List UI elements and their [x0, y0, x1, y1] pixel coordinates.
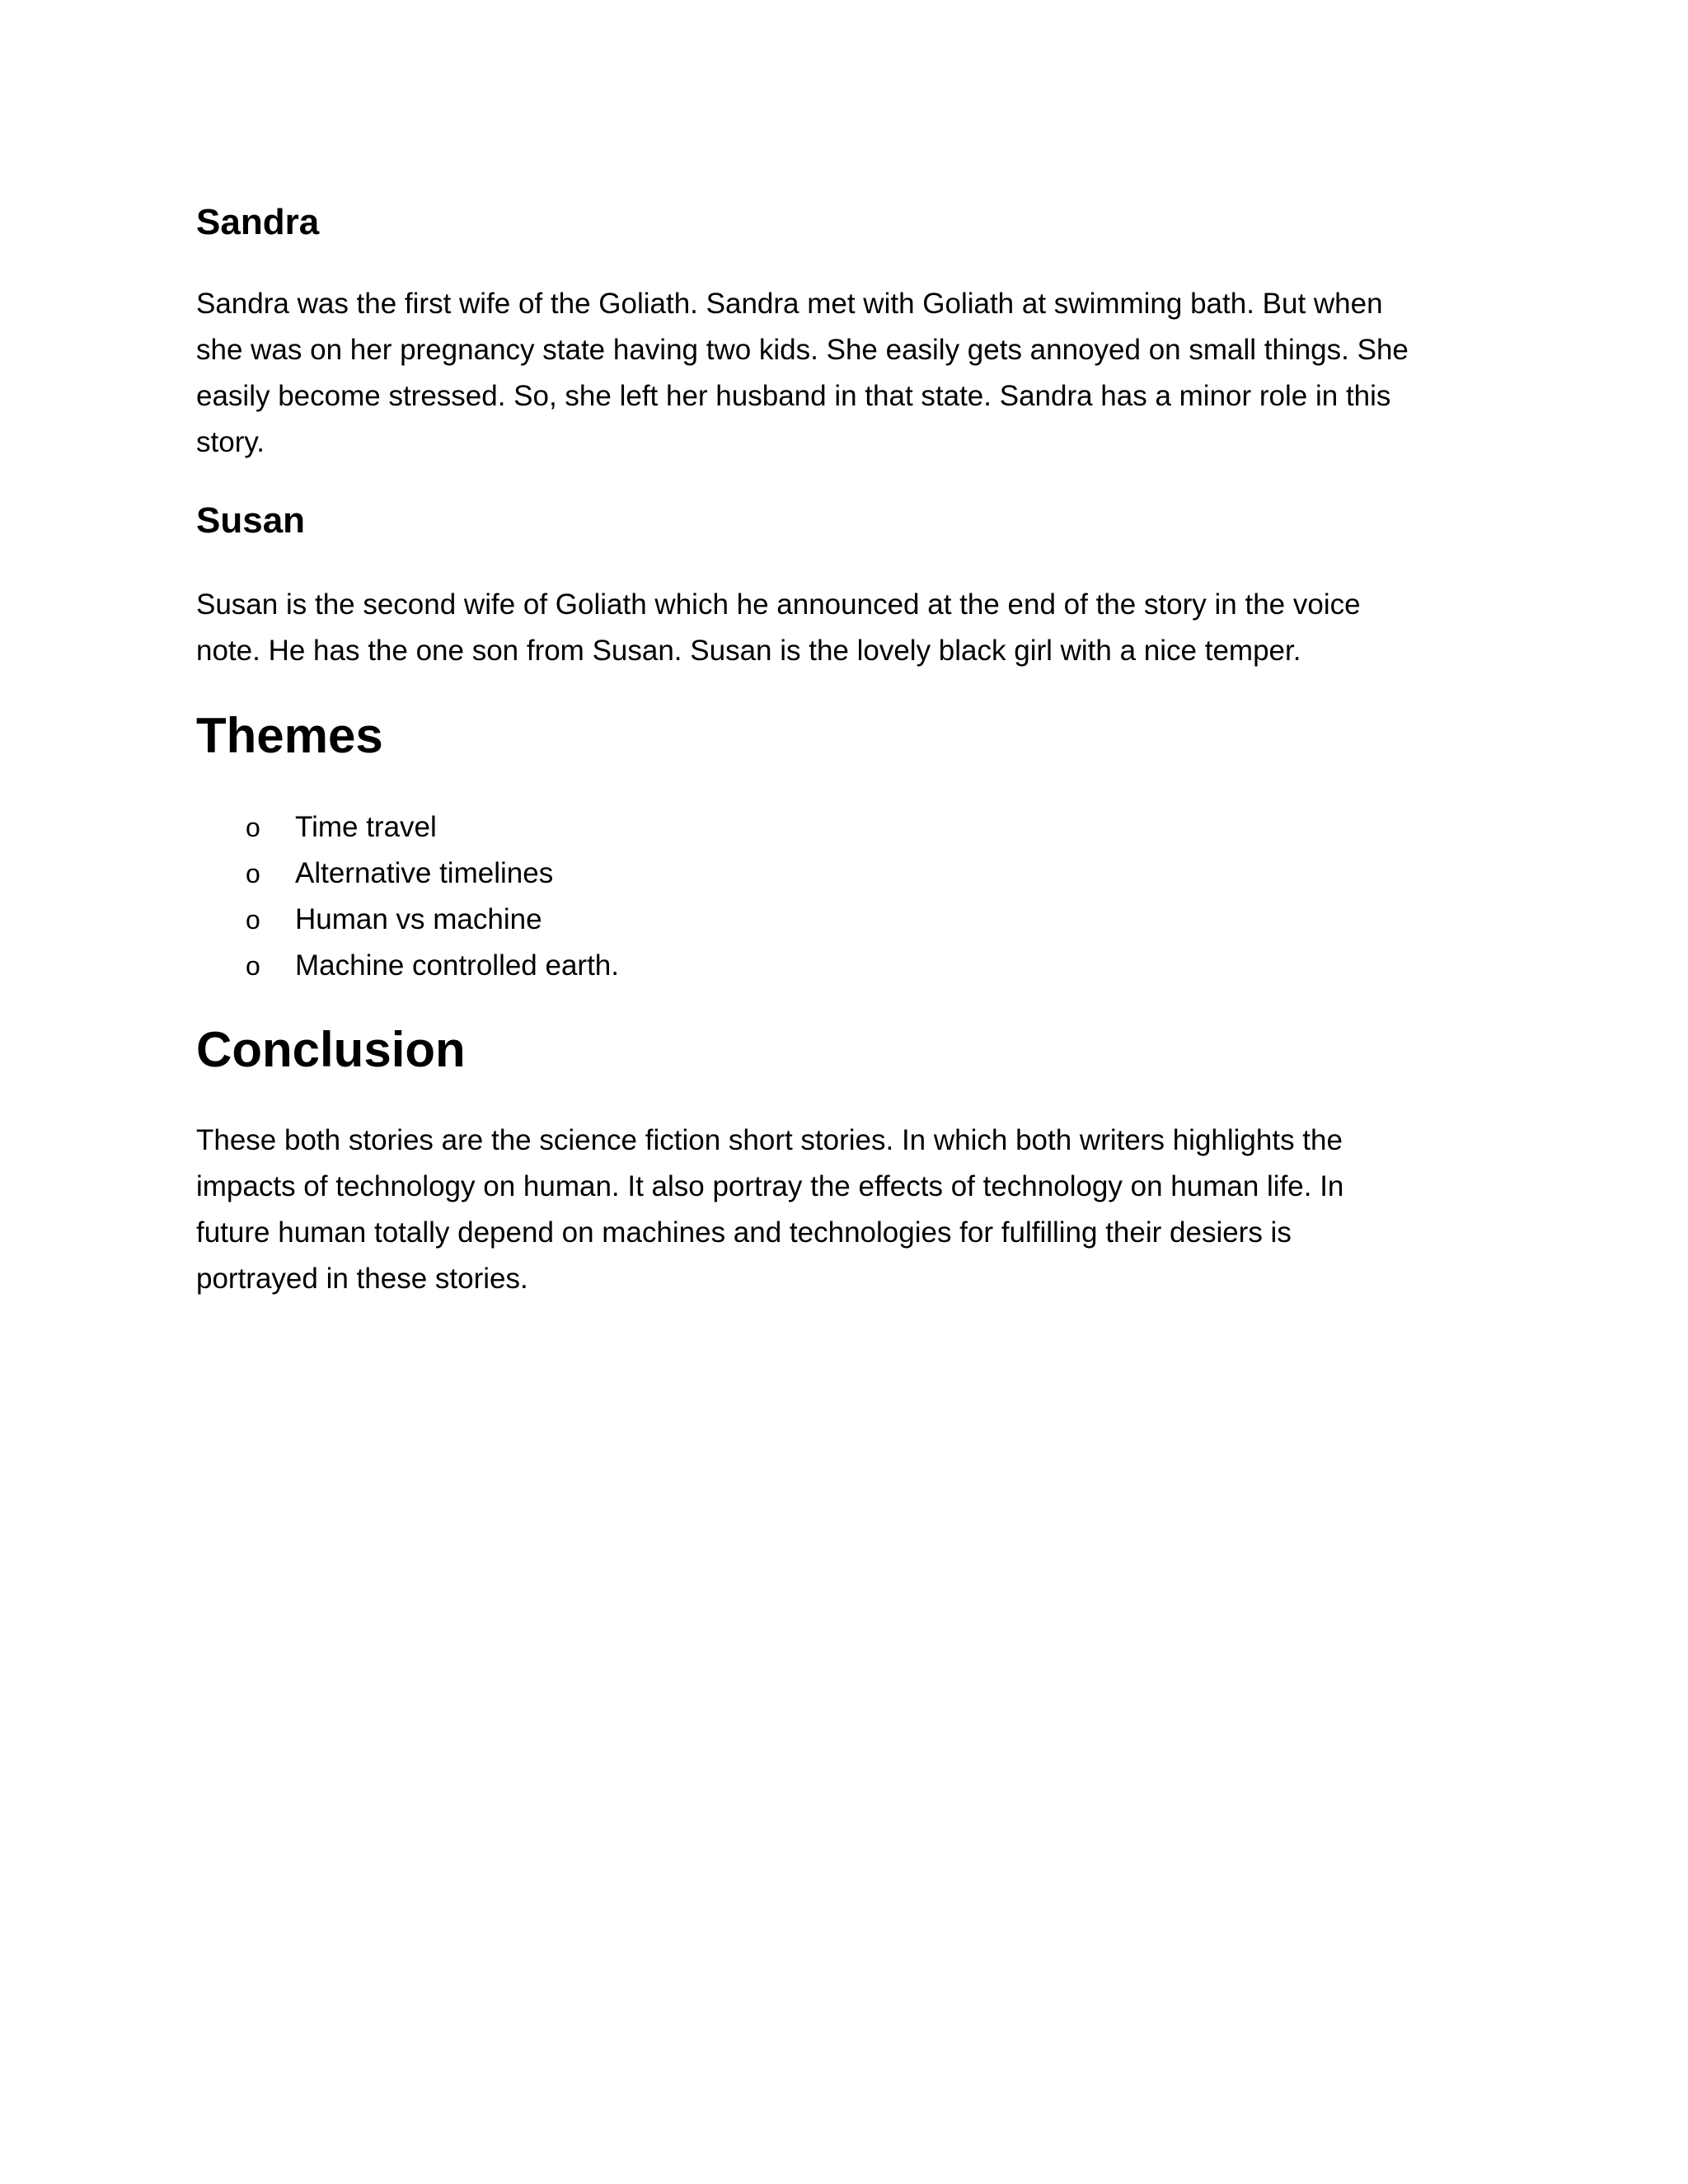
susan-heading: Susan — [196, 500, 306, 541]
sandra-line: Sandra was the first wife of the Goliath. Sandra met with Goliath at swimming bath. But when — [196, 288, 1383, 320]
conclusion-line: future human totally depend on machines and technologies for fulfilling their desiers is — [196, 1216, 1292, 1249]
sandra-line: story. — [196, 426, 265, 458]
bullet-icon: o — [246, 859, 260, 888]
bullet-icon: o — [246, 813, 260, 842]
conclusion-line: impacts of technology on human. It also portray the effects of technology on human life. In — [196, 1170, 1344, 1202]
list-item: o Time travel — [246, 804, 619, 851]
susan-line: note. He has the one son from Susan. Susan is the lovely black girl with a nice temper. — [196, 635, 1301, 667]
sandra-paragraph — [196, 281, 1482, 466]
list-item: o Human vs machine — [246, 897, 619, 943]
bullet-icon: o — [246, 951, 260, 981]
conclusion-line: portrayed in these stories. — [196, 1263, 528, 1295]
conclusion-line: These both stories are the science fiction short stories. In which both writers highlights the — [196, 1124, 1343, 1156]
susan-paragraph — [196, 582, 1482, 674]
themes-list — [246, 804, 619, 989]
sandra-line: she was on her pregnancy state having two kids. She easily gets annoyed on small things. She — [196, 334, 1409, 366]
susan-line: Susan is the second wife of Goliath which he announced at the end of the story in the voice — [196, 588, 1361, 621]
sandra-line: easily become stressed. So, she left her husband in that state. Sandra has a minor role in this — [196, 380, 1391, 412]
conclusion-heading: Conclusion — [196, 1022, 466, 1077]
conclusion-paragraph — [196, 1118, 1482, 1302]
list-item: o Alternative timelines — [246, 851, 619, 897]
bullet-icon: o — [246, 905, 260, 935]
sandra-heading: Sandra — [196, 202, 320, 242]
list-item: o Machine controlled earth. — [246, 943, 619, 989]
themes-heading: Themes — [196, 708, 383, 763]
